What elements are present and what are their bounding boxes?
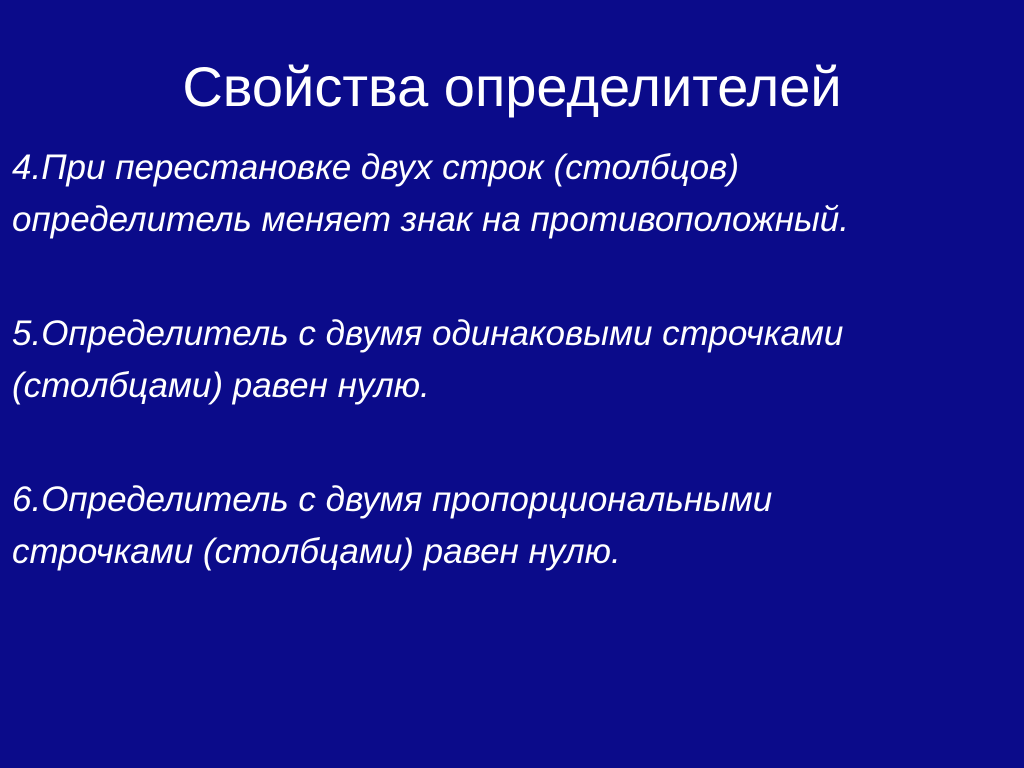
property-item-6 (12, 474, 1012, 578)
slide-title: Свойства определителей (182, 55, 842, 118)
property-4-line-1: 4.При перестановке двух строк (столбцов) (12, 148, 739, 187)
property-5-line-1: 5.Определитель с двумя одинаковыми строчками (12, 314, 844, 353)
property-4-line-2: определитель меняет знак на противоположный. (12, 200, 849, 239)
property-6-line-1: 6.Определитель с двумя пропорциональными (12, 480, 773, 519)
property-item-4 (12, 142, 1012, 246)
slide-body (12, 142, 1012, 640)
property-5-line-2: (столбцами) равен нулю. (12, 366, 430, 405)
property-6-line-2: строчками (столбцами) равен нулю. (12, 532, 621, 571)
property-item-5 (12, 308, 1012, 412)
